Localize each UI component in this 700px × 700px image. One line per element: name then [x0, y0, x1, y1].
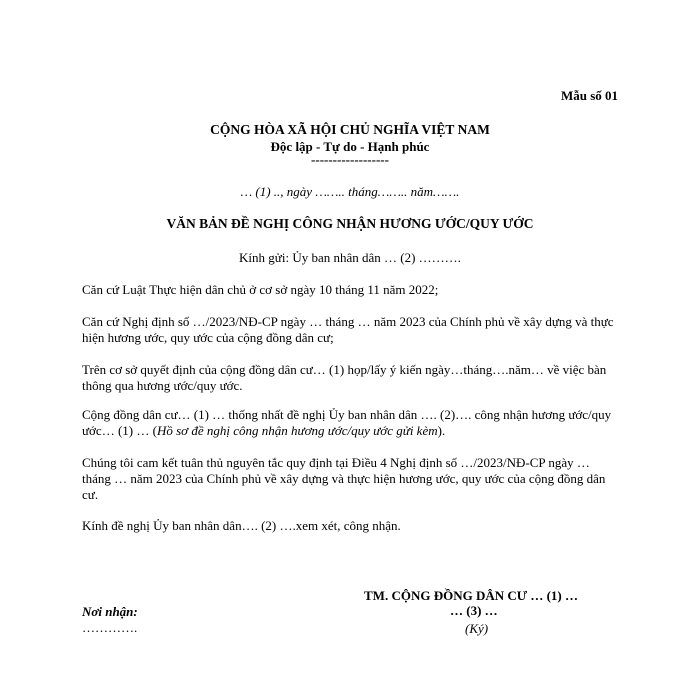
paragraph-request	[82, 407, 622, 439]
paragraph-legal-basis-law: Căn cứ Luật Thực hiện dân chủ ở cơ sở ngày 10 tháng 11 năm 2022;	[82, 282, 439, 297]
national-title: CỘNG HÒA XÃ HỘI CHỦ NGHĨA VIỆT NAM	[210, 122, 490, 137]
recipient-line: Kính gửi: Ủy ban nhân dân … (2) ……….	[239, 250, 461, 265]
signature-role: … (3) …	[450, 603, 498, 618]
paragraph-request-main: Cộng đồng dân cư… (1) … thống nhất đề nghị Ủy ban nhân dân …. (2)…. công nhận hương ước/quy ước… (1) … (	[82, 407, 612, 438]
dateline: … (1) .., ngày …….. tháng…….. năm…….	[240, 184, 460, 199]
form-number: Mẫu số 01	[560, 88, 618, 103]
paragraph-commitment: Chúng tôi cam kết tuân thủ nguyên tắc quy định tại Điều 4 Nghị định số …/2023/NĐ-CP ngày … tháng … năm 2023 của Chính phủ về xây dựng và thực hiện hương ước, quy ước của cộng đồng dân cư.	[82, 455, 606, 502]
national-motto: Độc lập - Tự do - Hạnh phúc	[270, 139, 430, 154]
paragraph-closing: Kính đề nghị Ủy ban nhân dân…. (2) ….xem xét, công nhận.	[82, 518, 401, 533]
header-separator: ------------------	[311, 152, 389, 167]
signature-note: (Ký)	[465, 621, 489, 636]
paragraph-community-decision: Trên cơ sở quyết định của cộng đồng dân cư… (1) họp/lấy ý kiến ngày…tháng….năm… về việc bàn thông qua hương ước/quy ước.	[82, 362, 607, 393]
recipients-label: Nơi nhận:	[82, 604, 138, 619]
signature-title: TM. CỘNG ĐỒNG DÂN CƯ … (1) …	[364, 588, 578, 603]
paragraph-request-attachment: Hồ sơ đề nghị công nhận hương ước/quy ước gửi kèm	[156, 423, 438, 438]
paragraph-legal-basis-decree: Căn cứ Nghị định số …/2023/NĐ-CP ngày … tháng … năm 2023 của Chính phủ về xây dựng và thực hiện hương ước, quy ước của cộng đồng dân cư;	[82, 314, 614, 345]
recipients-list: ………….	[82, 620, 138, 635]
paragraph-request-end: ).	[437, 423, 446, 438]
document-title: VĂN BẢN ĐỀ NGHỊ CÔNG NHẬN HƯƠNG ƯỚC/QUY ƯỚC	[166, 216, 534, 231]
